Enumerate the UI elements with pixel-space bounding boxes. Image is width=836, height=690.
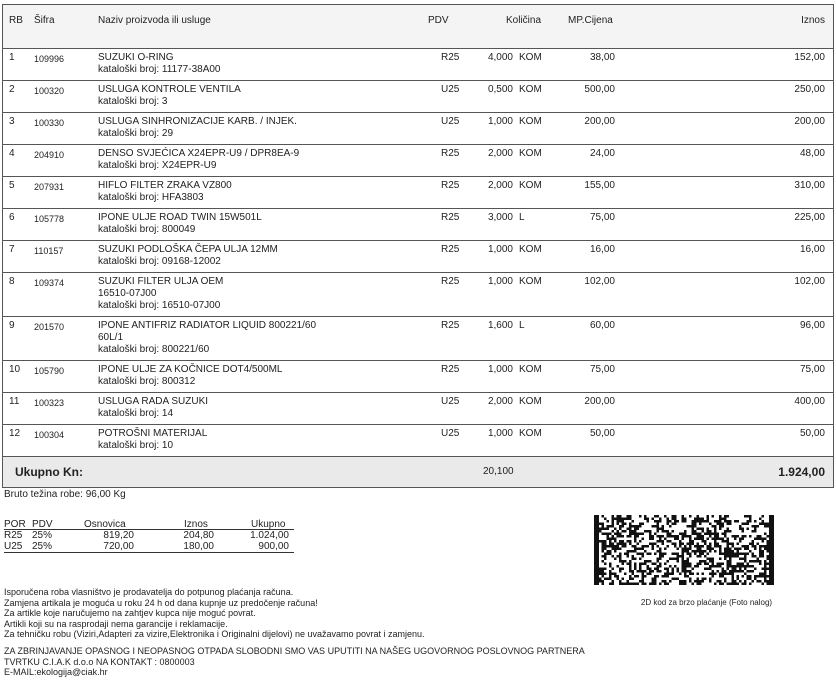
header-naziv: Naziv proizvoda ili usluge: [98, 15, 211, 26]
item-amount: 225,00: [794, 212, 825, 223]
row-number: 7: [9, 244, 15, 255]
item-price: 75,00: [589, 364, 615, 375]
table-header: [3, 5, 833, 49]
item-description-line: POTROŠNI MATERIJAL: [98, 428, 208, 439]
item-amount: 102,00: [794, 276, 825, 287]
item-vat: R25: [441, 244, 460, 255]
tax-total: 900,00: [258, 541, 289, 552]
item-qty: 1,000: [487, 428, 513, 439]
item-description-line: kataloški broj: X24EPR-U9: [98, 160, 217, 171]
item-vat: U25: [441, 428, 460, 439]
item-price: 500,00: [584, 84, 615, 95]
item-price: 50,00: [589, 428, 615, 439]
item-vat: R25: [441, 180, 460, 191]
table-row: [3, 317, 833, 361]
item-description-line: DENSO SVJEĆICA X24EPR-U9 / DPR8EA-9: [98, 148, 300, 159]
barcode-caption: 2D kod za brzo plaćanje (Foto nalog): [640, 598, 773, 607]
item-description-line: USLUGA SINHRONIZACIJE KARB. / INJEK.: [98, 116, 297, 127]
item-amount: 48,00: [799, 148, 825, 159]
total-amount: 1.924,00: [778, 465, 825, 479]
row-number: 3: [9, 116, 15, 127]
item-vat: R25: [441, 276, 460, 287]
item-amount: 152,00: [794, 52, 825, 63]
item-description-line: 16510-07J00: [98, 288, 157, 299]
item-code: 105790: [34, 366, 65, 376]
item-description-line: USLUGA KONTROLE VENTILA: [98, 84, 241, 95]
item-description: [98, 320, 316, 356]
tax-summary-table: [4, 519, 294, 553]
table-row: [3, 145, 833, 177]
table-row: [3, 425, 833, 457]
item-description: [98, 364, 283, 388]
tax-total: 1.024,00: [250, 530, 289, 541]
table-row: [3, 209, 833, 241]
item-description: [98, 52, 221, 76]
terms-notes: [4, 587, 425, 640]
row-number: 5: [9, 180, 15, 191]
item-qty: 1,000: [487, 244, 513, 255]
note-line: Isporučena roba vlasništvo je prodavatelja do potpunog plaćanja računa.: [4, 587, 294, 597]
item-price: 16,00: [589, 244, 615, 255]
item-description-line: kataloški broj: 800221/60: [98, 344, 210, 355]
item-description-line: kataloški broj: HFA3803: [98, 192, 204, 203]
table-row: [3, 273, 833, 317]
table-row: [3, 81, 833, 113]
tax-por: R25: [4, 530, 23, 541]
tax-amount: 204,80: [183, 530, 214, 541]
item-description-line: IPONE ULJE ROAD TWIN 15W501L: [98, 212, 262, 223]
item-code: 110157: [34, 246, 64, 256]
item-amount: 16,00: [799, 244, 825, 255]
item-price: 24,00: [589, 148, 615, 159]
tax-header-pdv: PDV: [32, 519, 53, 530]
row-number: 9: [9, 320, 15, 331]
row-number: 4: [9, 148, 15, 159]
tax-pdv: 25%: [32, 530, 53, 541]
item-vat: U25: [441, 116, 460, 127]
item-unit: KOM: [519, 428, 542, 439]
item-price: 75,00: [589, 212, 615, 223]
item-code: 100330: [34, 118, 65, 128]
item-code: 109996: [34, 54, 65, 64]
item-description-line: IPONE ULJE ZA KOČNICE DOT4/500ML: [98, 364, 283, 375]
item-unit: L: [519, 212, 525, 223]
item-code: 105778: [34, 214, 65, 224]
item-description-line: kataloški broj: 09168-12002: [98, 256, 221, 267]
total-row: [3, 457, 833, 487]
item-description: [98, 116, 297, 140]
item-code: 207931: [34, 182, 65, 192]
table-row: [3, 177, 833, 209]
total-label: Ukupno Kn:: [15, 465, 83, 479]
tax-header-iznos: Iznos: [184, 519, 208, 530]
row-number: 12: [9, 428, 21, 439]
item-description: [98, 84, 241, 108]
item-amount: 250,00: [794, 84, 825, 95]
item-unit: KOM: [519, 364, 542, 375]
item-unit: KOM: [519, 396, 542, 407]
item-unit: L: [519, 320, 525, 331]
item-vat: U25: [441, 84, 460, 95]
table-body: [3, 49, 833, 457]
tax-header-osnovica: Osnovica: [84, 519, 126, 530]
item-description-line: kataloški broj: 3: [98, 96, 168, 107]
item-description-line: HIFLO FILTER ZRAKA VZ800: [98, 180, 232, 191]
item-vat: U25: [441, 396, 460, 407]
item-price: 60,00: [589, 320, 615, 331]
item-code: 100304: [34, 430, 65, 440]
header-pdv: PDV: [428, 15, 449, 26]
tax-header-ukupno: Ukupno: [251, 519, 286, 530]
item-qty: 2,000: [487, 180, 513, 191]
note-line: Artikli koji su na rasprodaji nema garancije i reklamacije.: [4, 618, 228, 629]
item-description-line: kataloški broj: 800049: [98, 224, 196, 235]
tax-base: 819,20: [103, 530, 134, 541]
item-description-line: kataloški broj: 800312: [98, 376, 196, 387]
item-amount: 50,00: [799, 428, 825, 439]
note-line: Zamjena artikala je moguća u roku 24 h od dana kupnje uz predočenje računa!: [4, 597, 318, 608]
item-qty: 4,000: [487, 52, 513, 63]
item-code: 100320: [34, 86, 65, 96]
header-iznos: Iznos: [801, 15, 825, 26]
item-description: [98, 276, 223, 312]
item-unit: KOM: [519, 276, 542, 287]
item-code: 100323: [34, 398, 65, 408]
item-amount: 75,00: [799, 364, 825, 375]
item-vat: R25: [441, 212, 460, 223]
note-line: Za artikle koje naručujemo na zahtjev kupca nije moguć povrat.: [4, 608, 256, 618]
row-number: 6: [9, 212, 15, 223]
item-description-line: kataloški broj: 11177-38A00: [98, 64, 221, 75]
header-cijena: MP.Cijena: [568, 15, 613, 26]
item-description: [98, 212, 262, 236]
item-vat: R25: [441, 364, 460, 375]
eco-line: TVRTKU C.I.A.K d.o.o NA KONTAKT : 0800003: [4, 656, 195, 667]
item-price: 155,00: [584, 180, 615, 191]
item-unit: KOM: [519, 148, 542, 159]
item-unit: KOM: [519, 116, 542, 127]
item-description-line: SUZUKI FILTER ULJA OEM: [98, 276, 224, 287]
item-description: [98, 148, 299, 172]
tax-row: [4, 530, 294, 541]
item-qty: 1,000: [487, 276, 513, 287]
item-amount: 400,00: [794, 396, 825, 407]
table-row: [3, 361, 833, 393]
item-amount: 310,00: [794, 180, 825, 191]
item-description-line: kataloški broj: 16510-07J00: [98, 300, 221, 311]
item-unit: KOM: [519, 84, 542, 95]
table-row: [3, 393, 833, 425]
item-qty: 3,000: [487, 212, 513, 223]
item-price: 200,00: [584, 116, 615, 127]
item-code: 109374: [34, 278, 65, 288]
item-price: 200,00: [584, 396, 615, 407]
note-line: Za tehničku robu (Viziri,Adapteri za vizire,Elektronika i Originalni dijelovi) ne uvažavamo povrat i zamjenu.: [4, 629, 425, 639]
tax-amount: 180,00: [183, 541, 214, 552]
tax-pdv: 25%: [32, 541, 53, 552]
table-row: [3, 49, 833, 81]
tax-base: 720,00: [103, 541, 134, 552]
item-code: 201570: [34, 322, 65, 332]
item-qty: 1,600: [487, 320, 513, 331]
item-description-line: SUZUKI O-RING: [98, 52, 174, 63]
item-code: 204910: [34, 150, 65, 160]
row-number: 11: [9, 396, 20, 407]
waste-disposal-notice: [4, 646, 585, 678]
item-unit: KOM: [519, 52, 542, 63]
tax-body: [4, 530, 294, 553]
items-table: [2, 4, 834, 488]
item-description-line: SUZUKI PODLOŠKA ČEPA ULJA 12MM: [98, 244, 278, 255]
item-qty: 0,500: [487, 84, 513, 95]
tax-header-por: POR: [4, 519, 26, 530]
item-qty: 1,000: [487, 116, 513, 127]
table-row: [3, 113, 833, 145]
item-description-line: USLUGA RADA SUZUKI: [98, 396, 209, 407]
item-description-line: IPONE ANTIFRIZ RADIATOR LIQUID 800221/60: [98, 320, 317, 331]
payment-2d-barcode: [594, 515, 774, 585]
header-kolicina: Količina: [506, 15, 542, 26]
item-unit: KOM: [519, 244, 542, 255]
row-number: 10: [9, 364, 21, 375]
tax-header-row: [4, 519, 294, 530]
item-amount: 200,00: [794, 116, 825, 127]
item-qty: 2,000: [487, 396, 513, 407]
header-sifra: Šifra: [34, 15, 55, 26]
item-vat: R25: [441, 320, 460, 331]
item-vat: R25: [441, 52, 460, 63]
item-description: [98, 428, 207, 452]
item-description-line: kataloški broj: 29: [98, 128, 174, 139]
item-price: 38,00: [589, 52, 615, 63]
item-qty: 1,000: [487, 364, 513, 375]
item-description-line: kataloški broj: 10: [98, 440, 174, 451]
item-description: [98, 244, 278, 268]
eco-line: E-MAIL:ekologija@ciak.hr: [4, 667, 108, 677]
row-number: 1: [9, 52, 15, 63]
tax-row: [4, 541, 294, 552]
item-qty: 2,000: [487, 148, 513, 159]
gross-weight: Bruto težina robe: 96,00 Kg: [4, 489, 126, 500]
item-description: [98, 180, 232, 204]
item-description: [98, 396, 208, 420]
row-number: 2: [9, 84, 15, 95]
table-row: [3, 241, 833, 273]
header-rb: RB: [9, 15, 23, 26]
total-qty: 20,100: [483, 466, 514, 477]
item-unit: KOM: [519, 180, 542, 191]
tax-por: U25: [4, 541, 23, 552]
row-number: 8: [9, 276, 15, 287]
item-price: 102,00: [584, 276, 615, 287]
item-description-line: 60L/1: [98, 332, 124, 343]
item-amount: 96,00: [799, 320, 825, 331]
item-description-line: kataloški broj: 14: [98, 408, 174, 419]
item-vat: R25: [441, 148, 460, 159]
eco-line: ZA ZBRINJAVANJE OPASNOG I NEOPASNOG OTPADA SLOBODNI SMO VAS UPUTITI NA NAŠEG UGOVORNOG POSLOVNOG PARTNERA: [4, 646, 585, 656]
